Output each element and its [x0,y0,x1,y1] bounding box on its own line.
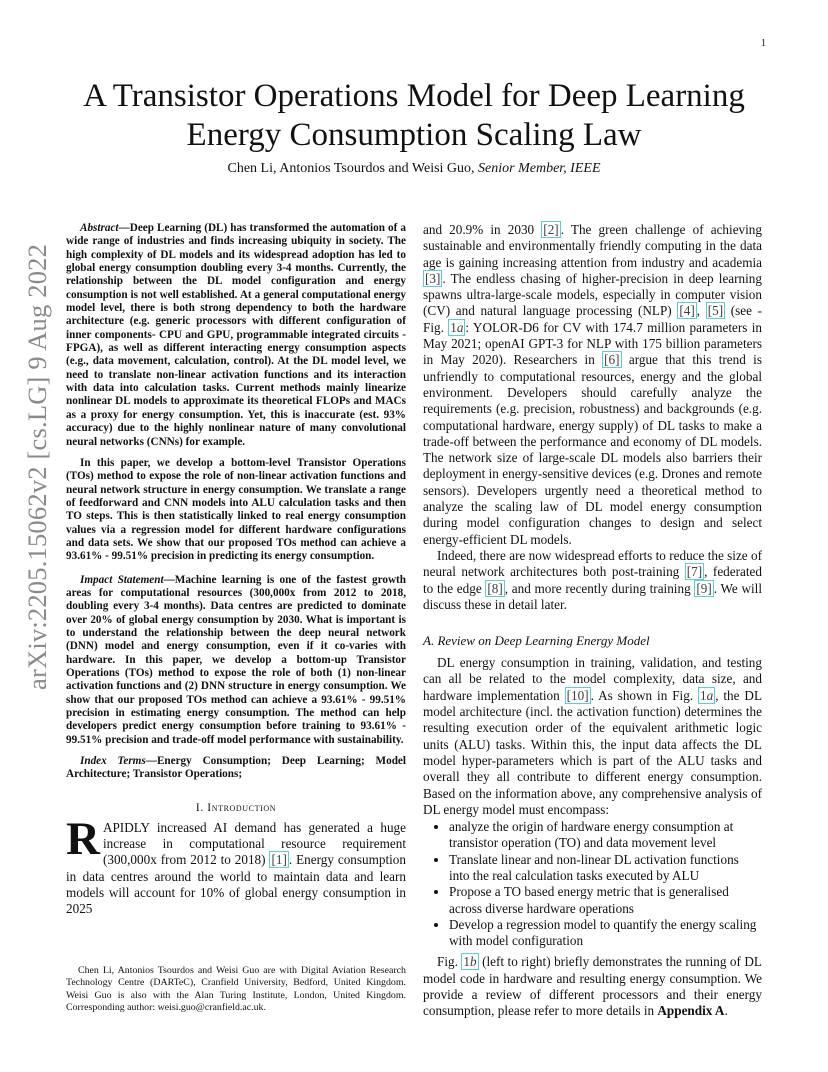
author-names: Chen Li, Antonios Tsourdos and Weisi Guo, [227,161,475,176]
citation-link-8[interactable]: [8] [487,580,503,596]
right-paragraph-3 [423,655,762,818]
text-run: . We will discuss these in detail later. [423,580,762,612]
title-line-2: Energy Consumption Scaling Law [186,117,642,153]
figure-panel: b [469,954,477,970]
appendix-reference: Appendix A [657,1003,725,1019]
subsection-heading: A. Review on Deep Learning Energy Model [423,633,650,649]
citation-link-6[interactable]: [6] [604,352,620,368]
text-run: Fig. [437,954,462,970]
title-line-1: A Transistor Operations Model for Deep Learning [83,78,745,114]
impact-label: Impact Statement [80,573,164,586]
citation-link-10[interactable]: [10] [566,687,589,703]
text-run: DL energy consumption in training, validation, and testing can all be related to the model complexity, data size, and hardware implementation [423,655,762,703]
citation-link-1[interactable]: [1] [271,852,287,868]
right-paragraph-2 [423,548,762,613]
paper-title [60,77,768,155]
citation-link-4[interactable]: [4] [679,303,695,319]
intro-text-1: APIDLY increased AI demand has generated a huge increase in computational resource requirement (300,000x from 2012 to 2018) [102,819,406,868]
text-run: . As shown in Fig. [590,687,698,703]
figure-link-1b[interactable] [461,953,478,970]
section-number: I. [195,801,204,814]
abstract-label: Abstract [80,222,119,234]
abstract-text: —Deep Learning (DL) has transformed the automation of a wide range of industries and finds increasing ubiquity in society. The high complexity of DL models and its widespread adoption has led to global energy consumption doubling every 3-4 months. Currently, the relationship between the DL model configuration and energy consumption is not well established. At a general computational energy model level, there is both strong dependency to both the hardware architecture (e.g. generic processors with different configuration of inner components- CPU and GPU, programmable integrated circuits - FPGA), as well as different interacting energy consumption aspects (e.g., data movement, calculation, control). At the DL model level, we need to translate non-linear activation functions and its interaction with data into calculation tasks. Current methods mainly linearize nonlinear DL models to approximate its theoretical FLOPs and MACs as a proxy for energy consumption. Yet, this is inaccurate (est. 93% accuracy) due to the highly nonlinear nature of many convolutional neural networks (CNNs) for example. [66,222,406,448]
author-footnote: Chen Li, Antonios Tsourdos and Weisi Guo are with Digital Aviation Research Technology Centre (DARTeC), Cranfield University, Bedford, United Kingdom. Weisi Guo is also with the Alan Turing Institute, London, United Kingdom. Corresponding author: weisi.guo@cranfield.ac.uk. [66,965,406,1013]
figure-link-1a[interactable] [448,319,465,336]
list-item: • Propose a TO based energy metric that is generalised across diverse hardware operations [449,884,762,917]
list-item: • Translate linear and non-linear DL activation functions into the real calculation tasks executed by ALU [449,852,762,885]
text-run: : YOLOR-D6 for CV with 174.7 million parameters in May 2021; openAI GPT-3 for NLP with 175 billion parameters in May 2020). Researchers in [423,319,762,368]
figure-panel: a [706,687,714,703]
right-paragraph-4 [423,954,762,1019]
list-item: • analyze the origin of hardware energy consumption at transistor operation (TO) and data movement level [449,819,762,852]
author-line [60,161,768,177]
citation-link-5[interactable]: [5] [707,303,724,319]
index-terms [66,755,406,782]
figure-number: 1 [463,954,470,970]
figure-number: 1 [700,687,707,703]
text-run: argue that this trend is unfriendly to computational resources, energy and the global environment. Developers should carefully analyze the requirements (e.g. precision, robustness) and backgrounds (e.g. computational hardware, energy supply) of DL tasks to make a trade-off between the performance and economy of DL models. The network size of large-scale DL models also barriers their deployment in energy-sensitive devices (e.g. Drones and remote sensors). Developers urgently need a theoretical method to analyze the scaling law of DL model energy consumption during model configuration changes to design and select energy-efficient DL models. [423,352,762,547]
text-run: , and more recently during training [504,580,695,596]
intro-paragraph [66,812,406,918]
citation-link-2[interactable]: [2] [543,222,559,237]
intro-text-2: . Energy consumption in data centres around the world to maintain data and learn models will account for 10% of global energy consumption in 2025 [66,852,406,917]
author-role: Senior Member, IEEE [478,161,601,176]
section-heading-introduction [66,802,406,814]
citation-link-3[interactable]: [3] [425,270,441,286]
citation-link-7[interactable]: [7] [686,564,703,580]
impact-statement [66,574,406,747]
text-run: . [724,1003,728,1019]
figure-link-1a-second[interactable] [698,687,715,704]
page-number: 1 [761,38,766,49]
index-terms-text: —Energy Consumption; Deep Learning; Model Architecture; Transistor Operations; [66,755,406,781]
text-run: (left to right) briefly demonstrates the running of DL model code in hardware and resulting energy consumption. We provide a review of different processors and their energy consumption, please refer to more details in [423,954,762,1019]
section-title: Introduction [207,801,277,814]
list-item: • Develop a regression model to quantify the energy scaling with model configuration [449,917,762,950]
index-terms-label: Index Terms [80,755,146,768]
text-run: . The green challenge of achieving sustainable and environmentally friendly computing in the data age is gaining increasing attention from industry and academia [423,222,762,270]
text-run: , federated to the edge [423,564,762,596]
drop-cap: R [66,812,100,865]
text-run: , [696,303,706,319]
text-run: and 20.9% in 2030 [423,222,542,237]
arxiv-identifier[interactable]: arXiv:2205.15062v2 [cs.LG] 9 Aug 2022 [21,243,52,690]
text-run: , the DL model architecture (incl. the activation function) determines the resulting execution order of the equivalent arithmetic logic units (ALU) tasks. Within this, the input data affects the DL model hyper-parameters which is part of the ALU tasks and overall they all contribute to different energy consumption. Based on the information above, any comprehensive analysis of DL energy model must encompass: [423,687,762,817]
right-column [423,222,762,1020]
impact-text: —Machine learning is one of the fastest growth areas for computational resources (300,000x from 2012 to 2018, doubling every 3-4 months). Data centres are predicted to dominate over 20% of global energy consumption by 2030. What is important is to understand the relationship between the deep neural network (DNN) model and energy consumption, even if it co-varies with hardware. In this paper, we develop a bottom-up Transistor Operations (TOs) method to expose the role of both (1) non-linear activation functions and (2) DNN structure in energy consumption. We show that our proposed TOs method can achieve a 93.61% - 99.51% precision in estimating energy consumption. The method can help developers predict energy consumption before training to 93.61% - 99.51% precision and trade-off model performance with sustainability. [66,573,407,746]
text-run: . The endless chasing of higher-precision in deep learning spawns ultra-large-scale models, especially in computer vision (CV) and natural language processing (NLP) [423,270,762,319]
figure-panel: a [456,319,464,335]
figure-number: 1 [450,319,457,335]
right-paragraph-1 [423,222,762,548]
abstract-paragraph-2: In this paper, we develop a bottom-level Transistor Operations (TOs) method to expose the role of non-linear activation functions and neural network structure in energy consumption. We translate a range of feedforward and CNN models into ALU calculation tasks and then TO steps. This is then statistically linked to real energy consumption values via a regression model for different hardware configurations and data sets. We show that our proposed TOs method can achieve a 93.61% - 99.51% precision in predicting its energy consumption. [66,456,406,563]
citation-link-9[interactable]: [9] [696,580,712,596]
left-column [66,222,406,918]
text-run: (see - Fig. [423,303,763,335]
requirements-list [423,819,762,949]
text-run: Indeed, there are now widespread efforts to reduce the size of neural network architectures both post-training [423,547,762,580]
abstract [66,222,406,449]
